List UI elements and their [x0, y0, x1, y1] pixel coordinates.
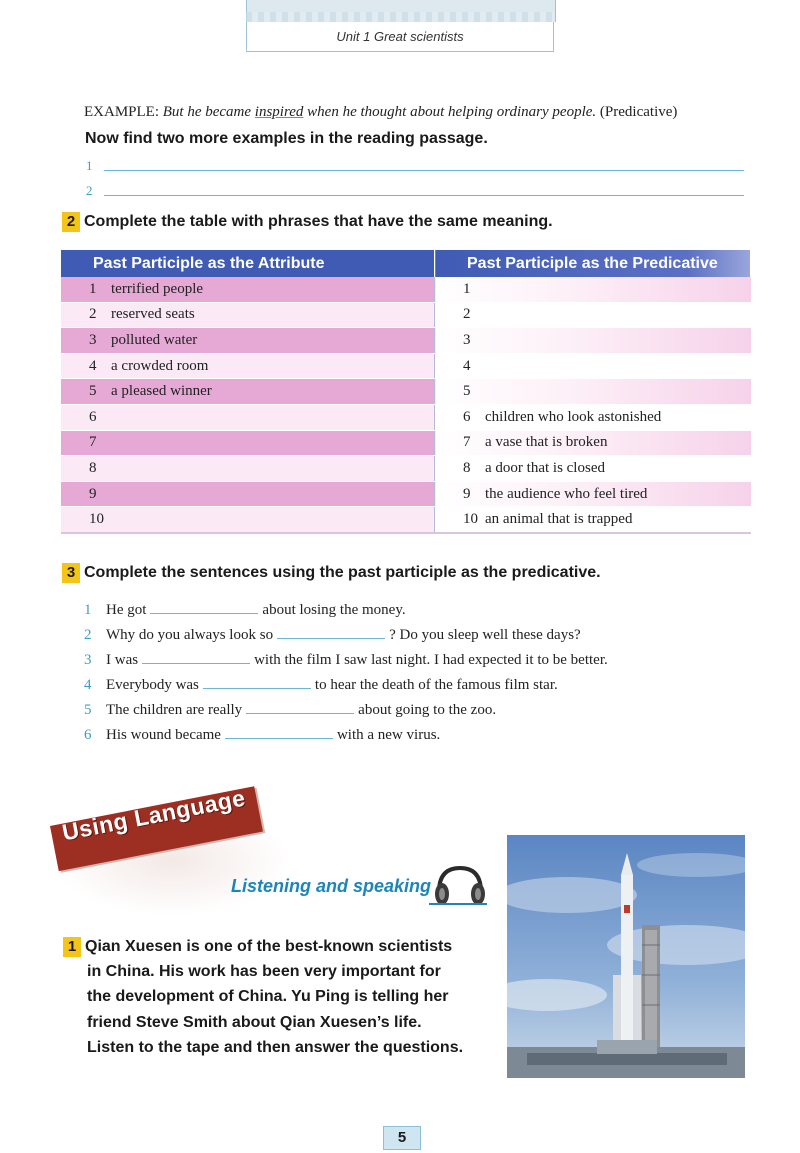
table-row	[61, 507, 751, 533]
sentence-after: with the film I saw last night. I had expected it to be better.	[254, 652, 608, 668]
column-header-attribute: Past Participle as the Attribute	[61, 250, 435, 277]
question-1-line: friend Steve Smith about Qian Xuesen’s life.	[87, 1013, 422, 1031]
table-body	[61, 277, 751, 533]
example-label: EXAMPLE:	[84, 104, 159, 120]
question-1-line: Listen to the tape and then answer the questions.	[87, 1038, 464, 1056]
participle-table	[61, 250, 751, 534]
example-underlined-word: inspired	[254, 104, 304, 120]
find-instruction: Now find two more examples in the reading passage.	[85, 130, 488, 147]
row-number: 9	[89, 485, 97, 502]
question-number-badge: 1	[63, 937, 81, 957]
attribute-phrase: a pleased winner	[111, 383, 212, 400]
header-decoration	[246, 12, 554, 22]
predicative-phrase: an animal that is trapped	[485, 511, 633, 528]
predicative-cell[interactable]	[435, 277, 751, 302]
row-number: 7	[89, 434, 97, 451]
row-number: 3	[89, 331, 97, 348]
question-1-first-line	[63, 938, 452, 955]
table-row	[61, 277, 751, 302]
rocket-launch-photo	[507, 835, 745, 1078]
attribute-phrase: polluted water	[111, 331, 198, 348]
example-line	[84, 104, 677, 121]
predicative-cell[interactable]	[435, 353, 751, 379]
sentence-number: 4	[84, 677, 92, 693]
row-number: 2	[89, 306, 97, 323]
column-header-predicative: Past Participle as the Predicative	[435, 250, 751, 277]
row-number: 4	[89, 357, 97, 374]
predicative-cell[interactable]	[435, 302, 751, 328]
sentence-before: Everybody was	[106, 677, 199, 693]
attribute-cell[interactable]	[61, 456, 435, 482]
row-number: 8	[89, 459, 97, 476]
sentence-item	[84, 651, 608, 676]
row-number: 8	[463, 459, 471, 476]
sentence-before: Why do you always look so	[106, 627, 274, 643]
answer-blank-1[interactable]	[86, 158, 93, 174]
section-banner-title: Using Language	[60, 784, 248, 846]
table-row	[61, 379, 751, 405]
sentence-before: He got	[106, 602, 147, 618]
predicative-phrase: a vase that is broken	[485, 434, 608, 451]
attribute-cell[interactable]	[61, 430, 435, 456]
fill-in-blank[interactable]	[142, 651, 250, 664]
sentence-item	[84, 701, 608, 726]
attribute-cell	[61, 353, 435, 379]
sentence-after: with a new virus.	[336, 727, 441, 743]
row-number: 6	[89, 408, 97, 425]
unit-title: Unit 1 Great scientists	[246, 22, 554, 52]
example-note: (Predicative)	[599, 104, 678, 120]
row-number: 9	[463, 485, 471, 502]
sentence-number: 1	[84, 602, 92, 618]
predicative-cell[interactable]	[435, 379, 751, 405]
page-number: 5	[383, 1126, 421, 1150]
fill-in-blank[interactable]	[246, 701, 354, 714]
predicative-phrase: children who look astonished	[485, 408, 662, 425]
sentence-item	[84, 601, 608, 626]
question-1-line: in China. His work has been very important for	[87, 963, 441, 981]
predicative-cell[interactable]	[435, 328, 751, 354]
predicative-cell	[435, 481, 751, 507]
exercise-2-heading	[62, 212, 553, 232]
predicative-cell	[435, 507, 751, 533]
row-number: 1	[89, 280, 97, 297]
table-row	[61, 456, 751, 482]
attribute-cell[interactable]	[61, 404, 435, 430]
exercise-3-instruction: Complete the sentences using the past participle as the predicative.	[84, 564, 601, 581]
sentence-after: about going to the zoo.	[358, 702, 497, 718]
attribute-cell	[61, 328, 435, 354]
question-1	[63, 934, 493, 1060]
fill-in-blank[interactable]	[277, 626, 385, 639]
table-row	[61, 404, 751, 430]
row-number: 7	[463, 434, 471, 451]
predicative-cell	[435, 456, 751, 482]
table-row	[61, 302, 751, 328]
row-number: 5	[463, 383, 471, 400]
table-row	[61, 353, 751, 379]
row-number: 2	[463, 306, 471, 323]
attribute-phrase: reserved seats	[111, 306, 195, 323]
sentence-number: 5	[84, 702, 92, 718]
attribute-phrase: terrified people	[111, 280, 204, 297]
sentence-number: 2	[84, 627, 92, 643]
example-sentence-after: when he thought about helping ordinary people.	[307, 104, 597, 120]
exercise-number-badge: 2	[62, 212, 80, 232]
sentence-list	[84, 601, 608, 751]
sentence-before: I was	[106, 652, 139, 668]
row-number: 3	[463, 331, 471, 348]
example-sentence-before: But he became	[162, 104, 252, 120]
row-number: 10	[463, 511, 478, 528]
sentence-item	[84, 726, 608, 751]
predicative-cell	[435, 430, 751, 456]
row-number: 5	[89, 383, 97, 400]
table-row	[61, 328, 751, 354]
answer-line	[104, 170, 744, 171]
question-1-line: Qian Xuesen is one of the best-known scientists	[85, 938, 453, 955]
attribute-cell	[61, 379, 435, 405]
row-number: 4	[463, 357, 471, 374]
sentence-after: to hear the death of the famous film star.	[314, 677, 558, 693]
table-row	[61, 481, 751, 507]
attribute-cell[interactable]	[61, 507, 435, 533]
predicative-phrase: the audience who feel tired	[485, 485, 648, 502]
row-number: 1	[463, 280, 471, 297]
table-row	[61, 430, 751, 456]
row-number: 10	[89, 511, 104, 528]
answer-blank-2[interactable]	[86, 183, 93, 199]
answer-line	[104, 195, 744, 196]
attribute-cell[interactable]	[61, 481, 435, 507]
sentence-item	[84, 626, 608, 651]
row-number: 6	[463, 408, 471, 425]
predicative-cell	[435, 404, 751, 430]
exercise-3-heading	[62, 563, 601, 583]
exercise-2-instruction: Complete the table with phrases that have the same meaning.	[84, 213, 553, 230]
sentence-number: 6	[84, 727, 92, 743]
headphones-icon	[427, 862, 489, 910]
question-1-line: the development of China. Yu Ping is telling her	[87, 988, 449, 1006]
sentence-after: about losing the money.	[262, 602, 406, 618]
attribute-cell	[61, 277, 435, 302]
sentence-number: 3	[84, 652, 92, 668]
exercise-number-badge: 3	[62, 563, 80, 583]
answer-blank-number: 2	[86, 183, 93, 198]
fill-in-blank[interactable]	[203, 676, 311, 689]
sentence-before: The children are really	[106, 702, 243, 718]
sentence-before: His wound became	[106, 727, 221, 743]
fill-in-blank[interactable]	[150, 601, 258, 614]
section-subheading: Listening and speaking	[231, 876, 432, 896]
attribute-cell	[61, 302, 435, 328]
attribute-phrase: a crowded room	[111, 357, 209, 374]
fill-in-blank[interactable]	[225, 726, 333, 739]
sentence-after: ? Do you sleep well these days?	[389, 627, 581, 643]
answer-blank-number: 1	[86, 158, 93, 173]
predicative-phrase: a door that is closed	[485, 459, 605, 476]
sentence-item	[84, 676, 608, 701]
